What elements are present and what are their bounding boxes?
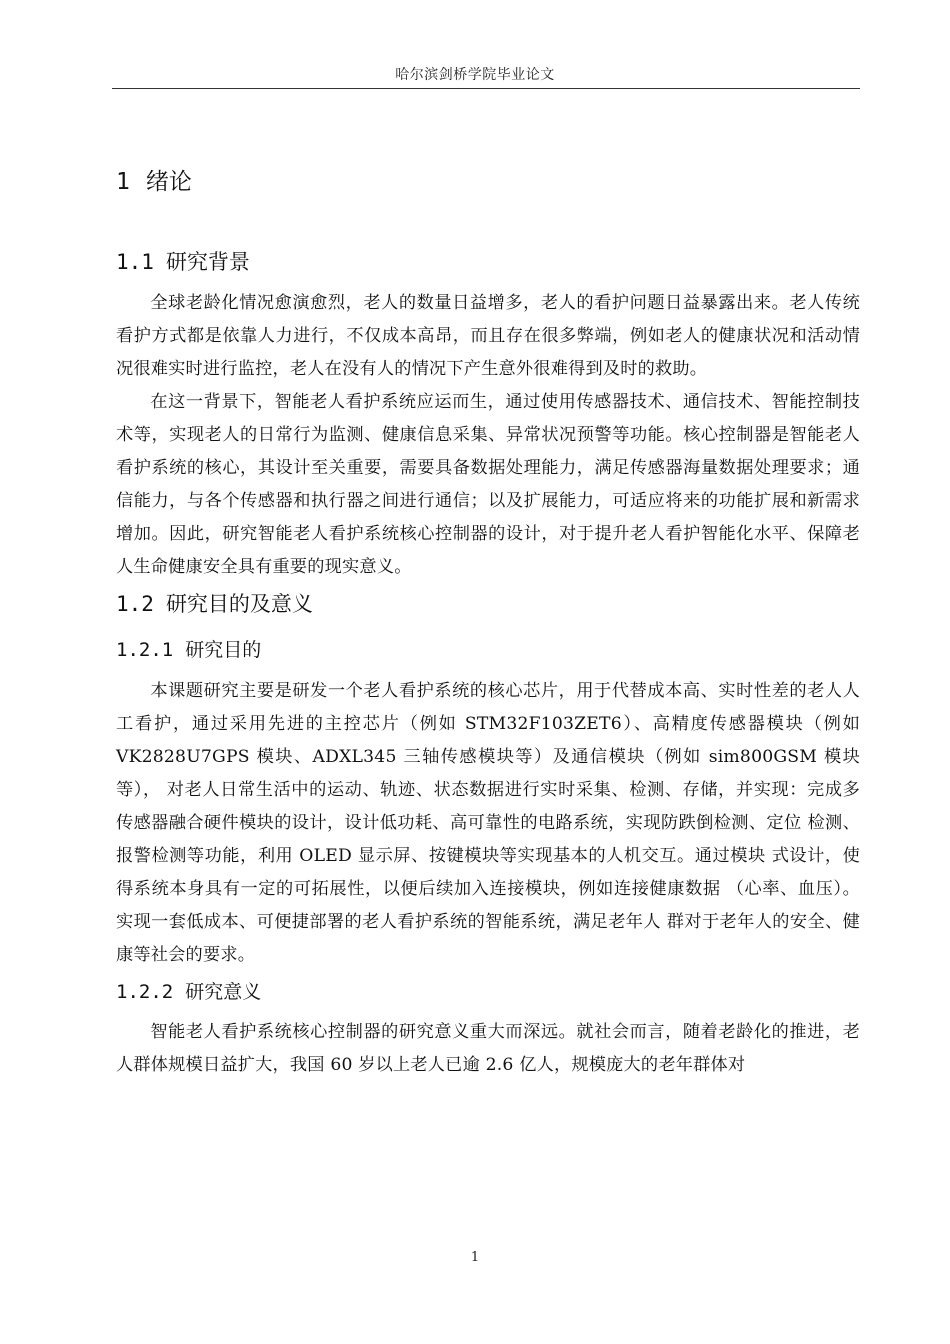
header-rule xyxy=(112,88,860,89)
page-number: 1 xyxy=(470,1250,480,1265)
paragraph-significance: 智能老人看护系统核心控制器的研究意义重大而深远。就社会而言，随着老龄化的推进，老人群体规模日益扩大，我国 60 岁以上老人已逾 2.6 亿人，规模庞大的老年群体对 xyxy=(116,1022,860,1075)
subsection-number: 1.2.2 xyxy=(116,981,174,1003)
subsection-heading-1-2-1 xyxy=(116,635,261,662)
subsection-heading-1-2-2 xyxy=(116,977,261,1004)
chapter-title: 绪论 xyxy=(145,169,192,195)
section-title: 研究背景 xyxy=(165,250,250,274)
running-header: 哈尔滨剑桥学院毕业论文 xyxy=(395,67,555,83)
section-heading-1-2 xyxy=(116,588,313,618)
section-title: 研究目的及意义 xyxy=(165,592,313,616)
subsection-title: 研究意义 xyxy=(185,981,262,1003)
section-number: 1.1 xyxy=(116,250,154,274)
paragraph-background-1: 全球老龄化情况愈演愈烈，老人的数量日益增多，老人的看护问题日益暴露出来。老人传统看护方式都是依靠人力进行，不仅成本高昂，而且存在很多弊端，例如老人的健康状况和活动情况很难实时进行监控，老人在没有人的情况下产生意外很难得到及时的救助。 xyxy=(116,293,860,379)
paragraph-background-2: 在这一背景下，智能老人看护系统应运而生，通过使用传感器技术、通信技术、智能控制技术等，实现老人的日常行为监测、健康信息采集、异常状况预警等功能。核心控制器是智能老人看护系统的核心，其设计至关重要，需要具备数据处理能力，满足传感器海量数据处理要求；通信能力，与各个传感器和执行器之间进行通信；以及扩展能力，可适应将来的功能扩展和新需求增加。因此，研究智能老人看护系统核心控制器的设计，对于提升老人看护智能化水平、保障老人生命健康安全具有重要的现实意义。 xyxy=(116,392,860,577)
chapter-heading xyxy=(116,163,192,196)
section-number: 1.2 xyxy=(116,592,154,616)
subsection-title: 研究目的 xyxy=(185,639,262,661)
paragraph-purpose: 本课题研究主要是研发一个老人看护系统的核心芯片，用于代替成本高、实时性差的老人人工看护，通过采用先进的主控芯片（例如 STM32F103ZET6）、高精度传感器模块（例如 VK2828U7GPS 模块、ADXL345 三轴传感模块等）及通信模块（例如 sim800GSM 模块等）， 对老人日常生活中的运动、轨迹、状态数据进行实时采集、检测、存储，并实现：完成多 传感器融合硬件模块的设计，设计低功耗、高可靠性的电路系统，实现防跌倒检测、定位 检测、报警检测等功能，利用 OLED 显示屏、按键模块等实现基本的人机交互。通过模块 式设计，使得系统本身具有一定的可拓展性，以便后续加入连接模块，例如连接健康数据 （心率、血压）。实现一套低成本、可便捷部署的老人看护系统的智能系统，满足老年人 群对于老年人的安全、健康等社会的要求。 xyxy=(116,681,860,965)
section-heading-1-1 xyxy=(116,246,250,276)
chapter-number: 1 xyxy=(116,169,130,195)
subsection-number: 1.2.1 xyxy=(116,639,174,661)
